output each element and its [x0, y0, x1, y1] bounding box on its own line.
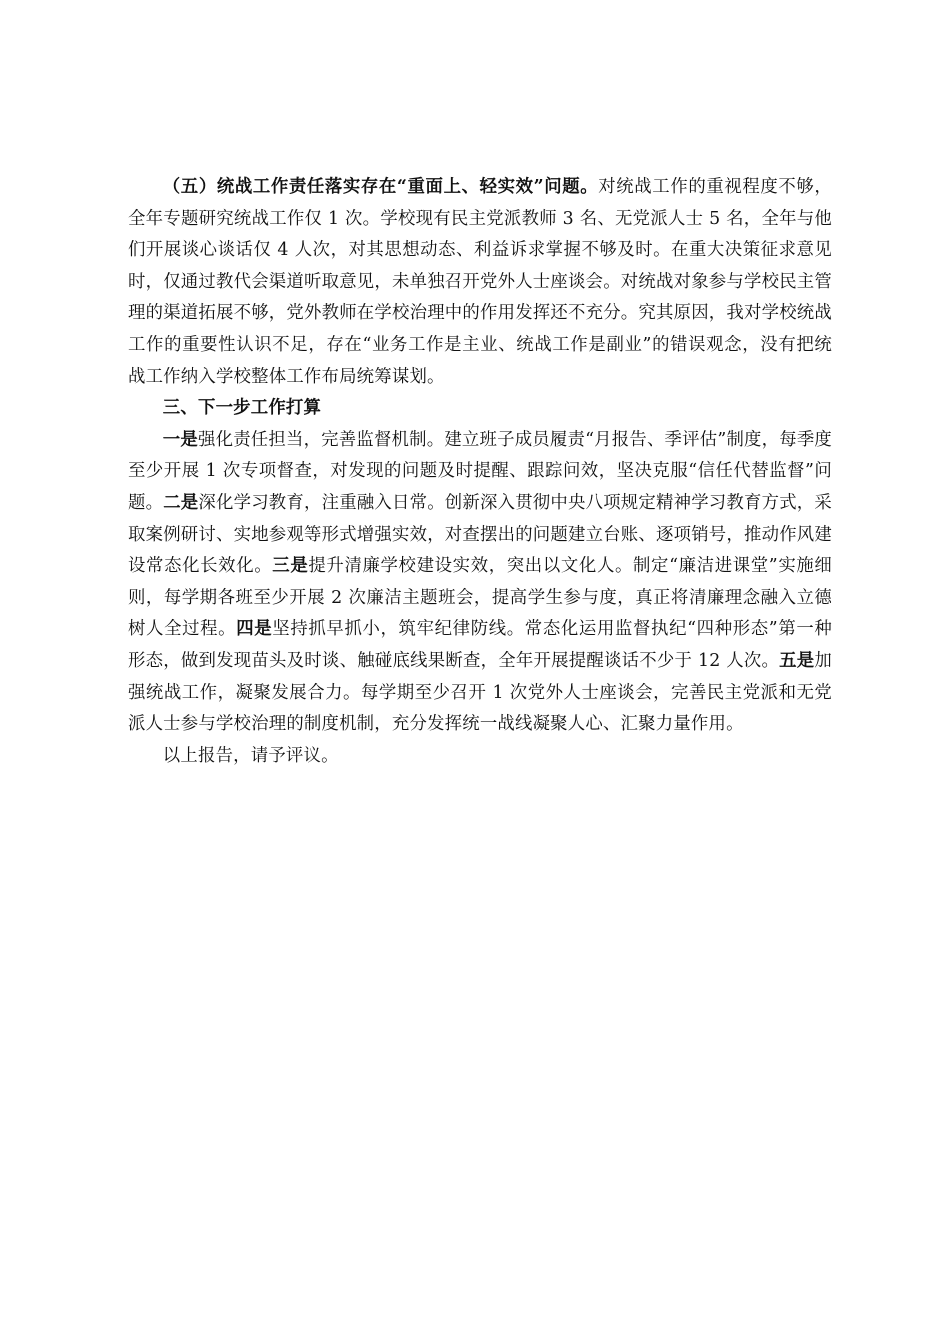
section5-body: 对统战工作的重视程度不够，全年专题研究统战工作仅 1 次。学校现有民主党派教师 3 名、无党派人士 5 名，全年与他们开展谈心谈话仅 4 人次，对其思想动态、利益诉求掌握不够及时。在重大决策征求意见时，仅通过教代会渠道听取意见，未单独召开党外人士座谈会。对统战对象参与学校民主管理的渠道拓展不够，党外教师在学校治理中的作用发挥还不充分。究其原因，我对学校统战工作的重要性认识不足，存在“业务工作是主业、统战工作是副业”的错误观念，没有把统战工作纳入学校整体工作布局统筹谋划。: [128, 177, 832, 387]
plan-item-2-text: 深化学习教育，注重融入日常。创新深入贯彻中央八项规定精神学习教育方式，采取案例研讨、实地参观等形式增强实效，对查摆出的问题建立台账、逐项销号，推动作风建设常态化长效化。: [128, 492, 832, 577]
plan-item-1-label: 一是: [162, 429, 198, 450]
closing-line: 以上报告，请予评议。: [162, 745, 339, 766]
plan-paragraph: [128, 425, 832, 741]
plan-item-4-label: 四是: [236, 619, 273, 640]
plan-item-5-label: 五是: [779, 650, 815, 671]
plan-item-2-label: 二是: [163, 492, 199, 513]
plan-item-4-text: 坚持抓早抓小，筑牢纪律防线。常态化运用监督执纪“四种形态”第一种形态，做到发现苗头及时谈、触碰底线果断查，全年开展提醒谈话不少于 12 人次。: [128, 619, 832, 671]
plan-item-1-text: 强化责任担当，完善监督机制。建立班子成员履责“月报告、季评估”制度，每季度至少开展 1 次专项督查，对发现的问题及时提醒、跟踪问效，坚决克服“信任代替监督”问题。: [128, 429, 833, 513]
section5-paragraph: [128, 172, 832, 393]
section3-heading: 三、下一步工作打算: [162, 398, 322, 419]
plan-item-3-text: 提升清廉学校建设实效，突出以文化人。制定“廉洁进课堂”实施细则，每学期各班至少开展 2 次廉洁主题班会，提高学生参与度，真正将清廉理念融入立德树人全过程。: [128, 556, 832, 640]
section5-title: （五）统战工作责任落实存在“重面上、轻实效”问题。: [162, 177, 599, 197]
plan-item-3-label: 三是: [272, 556, 309, 577]
plan-item-5-text: 加强统战工作，凝聚发展合力。每学期至少召开 1 次党外人士座谈会，完善民主党派和无党派人士参与学校治理的制度机制，充分发挥统一战线凝聚人心、汇聚力量作用。: [128, 650, 832, 735]
